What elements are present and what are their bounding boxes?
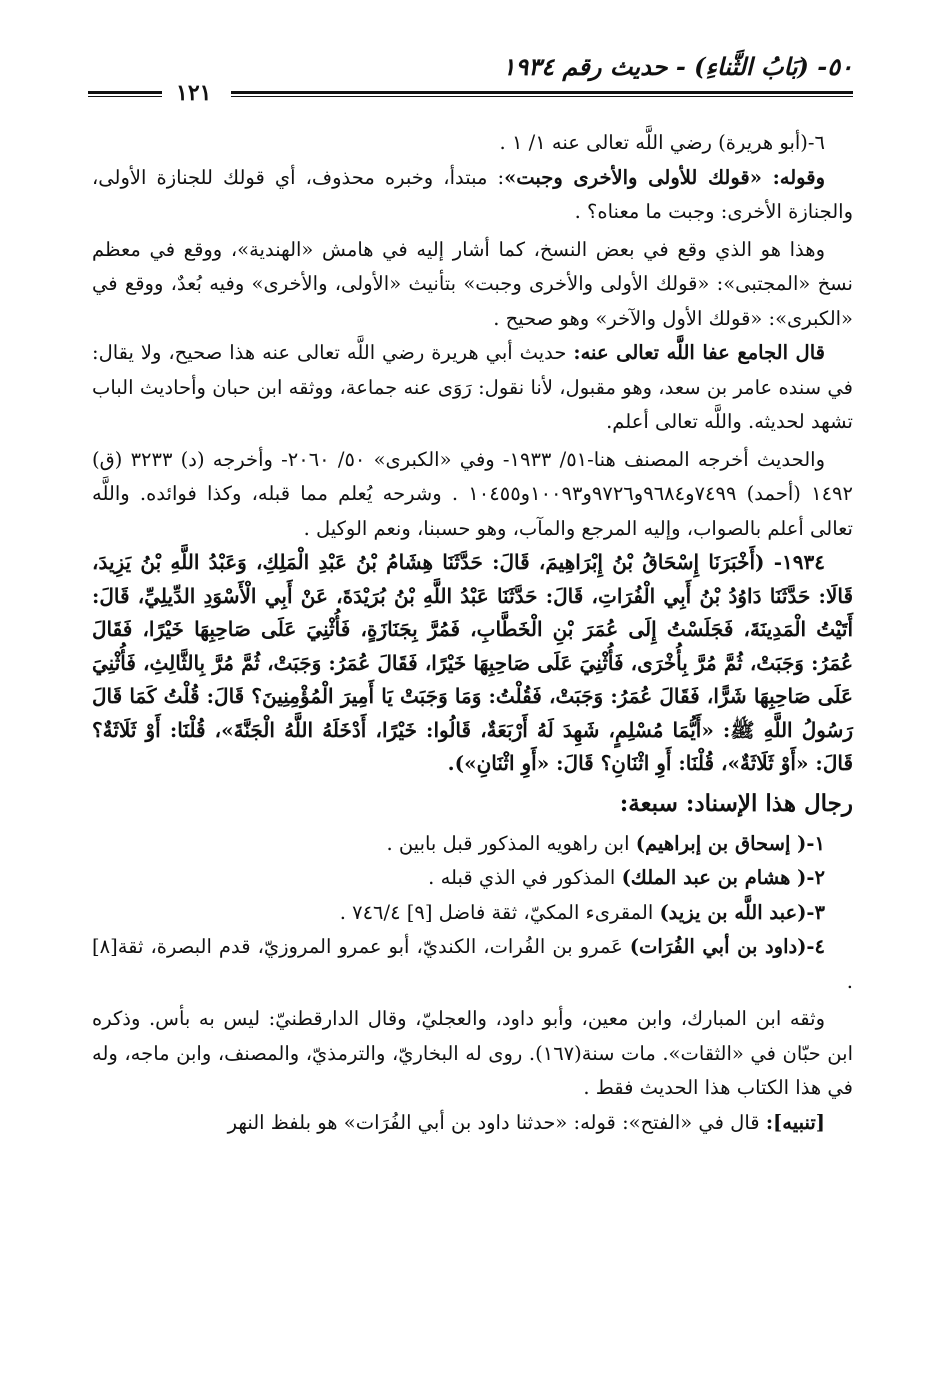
- note-label: [تنبيه]:: [765, 1110, 825, 1134]
- narrator-4: [92, 930, 853, 999]
- narrator-2-text: المذكور في الذي قبله .: [428, 866, 622, 889]
- paragraph-7-text: قال في «الفتح»: قوله: «حدثنا داود بن أبي الفُرَات» هو بلفظ النهر: [227, 1110, 766, 1134]
- section-heading: رجال هذا الإسناد: سبعة:: [619, 789, 853, 817]
- paragraph-7: [92, 1106, 853, 1141]
- narrator-2: [92, 861, 853, 896]
- narrator-3-name: ٣-(عبد اللَّه بن يزيد): [659, 900, 825, 924]
- narrator-6: ٦-(أبو هريرة) رضي اللَّه تعالى عنه ١/ ١ .: [499, 131, 825, 154]
- paragraph-6: وثقه ابن المبارك، وابن معين، وأبو داود، والعجليّ، وقال الدارقطنيّ: ليس به بأس. وذكره ابن حبّان في «الثقات». مات سنة(١٦٧). روى له البخاريّ، والترمذيّ، والمصنف، وابن ماجه، وله في هذا الكتاب هذا الحديث فقط .: [92, 1007, 853, 1099]
- narrator-3: [92, 896, 853, 931]
- hadith-text: ١٩٣٤- (أَخْبَرَنَا إِسْحَاقُ بْنُ إِبْرَاهِيمَ، قَالَ: حَدَّثَنَا هِشَامُ بْنُ عَبْدِ الْمَلِكِ، وَعَبْدُ اللَّهِ بْنُ يَزِيدَ، قَالَا: حَدَّثَنَا دَاوُدُ بْنُ أَبِي الْفُرَاتِ، قَالَ: حَدَّثَنَا عَبْدُ اللَّهِ بْنُ بُرَيْدَةَ، عَنْ أَبِي الْأَسْوَدِ الدِّيلِيِّ، قَالَ: أَتَيْتُ الْمَدِينَةَ، فَجَلَسْتُ إِلَى عُمَرَ بْنِ الْخَطَّابِ، فَمُرَّ بِجَنَازَةٍ، فَأُثْنِيَ عَلَى صَاحِبِهَا خَيْرًا، فَقَالَ عُمَرُ: وَجَبَتْ، ثُمَّ مُرَّ بِأُخْرَى، فَأُثْنِيَ عَلَى صَاحِبِهَا خَيْرًا، فَقَالَ عُمَرُ: وَجَبَتْ، ثُمَّ مُرَّ بِالثَّالِثِ، فَأُثْنِيَ عَلَى صَاحِبِهَا شَرًّا، فَقَالَ عُمَرُ: وَجَبَتْ، فَقُلْتُ: وَمَا وَجَبَتْ يَا أَمِيرَ الْمُؤْمِنِينَ؟ قَالَ: قُلْتُ كَمَا قَالَ رَسُولُ اللَّهِ ﷺ: «أَيُّمَا مُسْلِمٍ، شَهِدَ لَهُ أَرْبَعَةٌ، قَالُوا: خَيْرًا، أَدْخَلَهُ اللَّهُ الْجَنَّةَ»، قُلْنَا: أَوْ ثَلَاثَةٌ؟ قَالَ: «أَوْ ثَلَاثَةٌ»، قُلْنَا: أَوِ اثْنَانِ؟ قَالَ: «أَوِ اثْنَانِ»).: [92, 550, 854, 775]
- chapter-title: ٥٠- (بَابُ الثَّناءِ) - حديث رقم ١٩٣٤: [502, 52, 853, 81]
- narrator-3-text: المقرىء المكيّ، ثقة فاضل [٩] ٧٤٦/٤ .: [339, 900, 660, 924]
- paragraph-5: والحديث أخرجه المصنف هنا-٥١/ ١٩٣٣- وفي «الكبرى» ٥٠/ ٢٠٦٠- وأخرجه (د) ٣٢٣٣ (ق) ١٤٩٢ (أحمد) ٧٤٩٩و٩٦٨٤و٩٧٢٦و١٠٠٩٣و١٠٤٥٥ . وشرحه يُعلم مما قبله، وكذا فوائده. واللَّه تعالى أعلم بالصواب، وإليه المرجع والمآب، وهو حسبنا، ونعم الوكيل .: [92, 447, 854, 540]
- header-rule-short: [88, 91, 162, 97]
- paragraph-4-text: حديث أبي هريرة رضي اللَّه تعالى عنه هذا صحيح، ولا يقال: في سنده عامر بن سعد، وهو مقبول، لأنا نقول: رَوَى عنه جماعة، ووثقه ابن حبان وأحاديث الباب تشهد لحديثه. واللَّه تعالى أعلم.: [92, 341, 853, 433]
- page-content: [92, 126, 853, 1140]
- narrator-1-text: ابن راهويه المذكور قبل بابين .: [386, 831, 636, 855]
- narrator-1: [92, 827, 853, 862]
- narrator-4-name: ٤-(داود بن أبي الفُرَات): [629, 935, 825, 958]
- narrator-2-name: ٢-( هشام بن عبد الملك): [621, 866, 825, 889]
- header-rule: [231, 91, 853, 97]
- quote-bold: وقوله: «قولك للأولى والأخرى وجبت»: [504, 165, 825, 189]
- paragraph-4: [92, 336, 853, 440]
- paragraph-2-text: : مبتدأ، وخبره محذوف، أي قولك للجنازة الأولى، والجنازة الأخرى: وجبت ما معناه؟ .: [92, 165, 853, 223]
- narrator-1-name: ١-( إسحاق بن إبراهيم): [635, 831, 825, 855]
- paragraph-3: وهذا هو الذي وقع في بعض النسخ، كما أشار إليه في هامش «الهندية»، ووقع في معظم نسخ «المجتبى»: «قولك الأولى والأخرى وجبت» بتأنيث «الأولى، والأخرى» وفيه بُعدٌ، ووقع في «الكبرى»: «قولك الأول والآخر» وهو صحيح .: [92, 237, 853, 330]
- paragraph-2: [92, 161, 853, 230]
- narrator-4-text: عَمرو بن الفُرات، الكنديّ، أبو عمرو المروزيّ، قدم البصرة، ثقة[٨] .: [92, 935, 853, 993]
- compiler-label: قال الجامع عفا اللَّه تعالى عنه:: [573, 341, 825, 364]
- page-number: ١٢١: [176, 80, 212, 106]
